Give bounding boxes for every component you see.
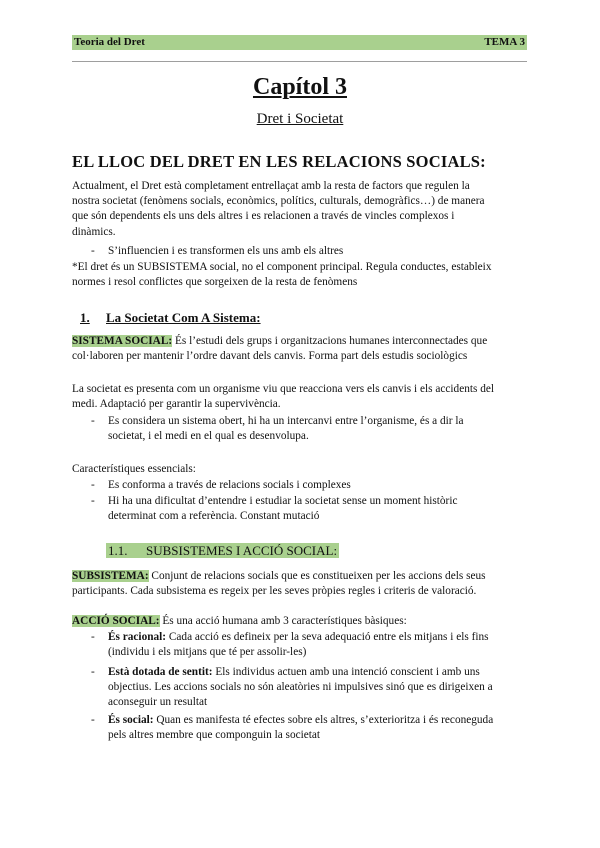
- accio-item-racional: [108, 630, 527, 660]
- intro-paragraph: [72, 179, 527, 240]
- item-text: Cada acció es defineix per la seva adequació entre els mitjans i els fins: [166, 631, 489, 643]
- item-line: aconseguir un resultat: [108, 696, 208, 709]
- item-term: És racional:: [108, 631, 167, 643]
- item-text: Quan es manifesta té efectes sobre els altres, s’exterioritza i és reconeguda: [153, 714, 494, 726]
- bullet-dash: -: [91, 245, 95, 257]
- header-topic: TEMA 3: [484, 36, 525, 48]
- bullet-dash: -: [91, 479, 95, 491]
- def-line: participants. Cada subsistema es regeix per les seves pròpies regles i criteris de valoració.: [72, 585, 477, 598]
- term-accio-social: ACCIÓ SOCIAL:: [72, 615, 160, 627]
- accio-item-sentit: [108, 665, 527, 711]
- para-line: medi. Adaptació per garantir la supervivència.: [72, 398, 281, 411]
- caracteristiques-title: Característiques essencials:: [72, 463, 196, 475]
- def-text: Conjunt de relacions socials que es constitueixen per les accions dels seus: [148, 570, 486, 582]
- bullet-line: Es considera un sistema obert, hi ha un intercanvi entre l’organisme, és a dir la: [108, 415, 464, 427]
- item-text: Els individus actuen amb una intenció conscient i amb uns: [212, 666, 480, 678]
- note-line: *El dret és un SUBSISTEMA social, no el component principal. Regula conductes, estableix: [72, 261, 492, 273]
- accio-social-definition: [72, 614, 527, 629]
- intro-line: que són dependents els uns dels altres i es relacionen a través de vincles complexos i: [72, 210, 455, 223]
- header-subject: Teoria del Dret: [74, 36, 145, 48]
- chapter-subtitle: Dret i Societat: [256, 111, 344, 127]
- item-line: (individu i els mitjans que té per assolir-les): [108, 646, 307, 659]
- subsection-number: 1.1.: [108, 543, 128, 558]
- def-line: col·laboren per mantenir l’ordre davant dels canvis. Forma part dels estudis sociològics: [72, 350, 468, 363]
- bullet-line: societat, i el medi en el qual es desenvolupa.: [108, 430, 309, 443]
- page-header: [72, 35, 527, 50]
- bullet-dash: -: [91, 415, 95, 427]
- subsection-heading-1: [80, 310, 261, 326]
- section-heading: EL LLOC DEL DRET EN LES RELACIONS SOCIALS:: [72, 152, 486, 171]
- item-term: És social:: [108, 714, 154, 726]
- chapter-title: Capítol 3: [252, 74, 347, 100]
- subsistema-definition: [72, 569, 527, 599]
- accio-item-social: [108, 713, 527, 743]
- bullet-dash: -: [91, 714, 95, 726]
- bullet-dash: -: [91, 666, 95, 678]
- societat-paragraph: [72, 382, 527, 412]
- term-subsistema: SUBSISTEMA:: [72, 570, 149, 582]
- item-term: Està dotada de sentit:: [108, 666, 213, 678]
- def-text: És l’estudi dels grups i organitzacions humanes interconnectades que: [172, 335, 488, 347]
- bullet-dash: -: [91, 495, 95, 507]
- intro-bullet: S’influencien i es transformen els uns amb els altres: [108, 245, 344, 257]
- intro-note: [72, 260, 527, 290]
- item-line: pels altres membre que componguin la societat: [108, 729, 321, 742]
- subsection-title: SUBSISTEMES I ACCIÓ SOCIAL:: [146, 543, 338, 558]
- subsection-heading-1-1: [106, 543, 339, 559]
- note-line: normes i resol conflictes que sorgeixen de la resta de fenòmens: [72, 276, 358, 289]
- char-bullet-2: [108, 494, 527, 524]
- intro-line: dinàmics.: [72, 225, 116, 238]
- bullet-line: determinat com a referència. Constant mutació: [108, 510, 320, 523]
- subsection-number: 1.: [80, 310, 90, 325]
- subsection-title: La Societat Com A Sistema:: [106, 310, 261, 325]
- char-bullet-1: Es conforma a través de relacions socials i complexes: [108, 479, 351, 491]
- header-divider: [72, 61, 527, 62]
- intro-line: nostra societat (fenòmens socials, econòmics, polítics, culturals, demogràfics…) de manera: [72, 195, 485, 208]
- def-text: És una acció humana amb 3 característiques bàsiques:: [159, 615, 407, 627]
- sistema-obert-bullet: [108, 414, 527, 444]
- intro-line: Actualment, el Dret està completament entrellaçat amb la resta de factors que regulen la: [72, 180, 470, 192]
- bullet-line: Hi ha una dificultat d’entendre i estudiar la societat sense un moment històric: [108, 495, 458, 507]
- sistema-social-definition: [72, 334, 527, 364]
- para-line: La societat es presenta com un organisme viu que reacciona vers els canvis i els accidents del: [72, 383, 495, 395]
- term-sistema-social: SISTEMA SOCIAL:: [72, 335, 173, 347]
- bullet-dash: -: [91, 631, 95, 643]
- item-line: objectius. Les accions socials no són aleatòries ni impulsives sinó que es dirigeixen a: [108, 681, 493, 694]
